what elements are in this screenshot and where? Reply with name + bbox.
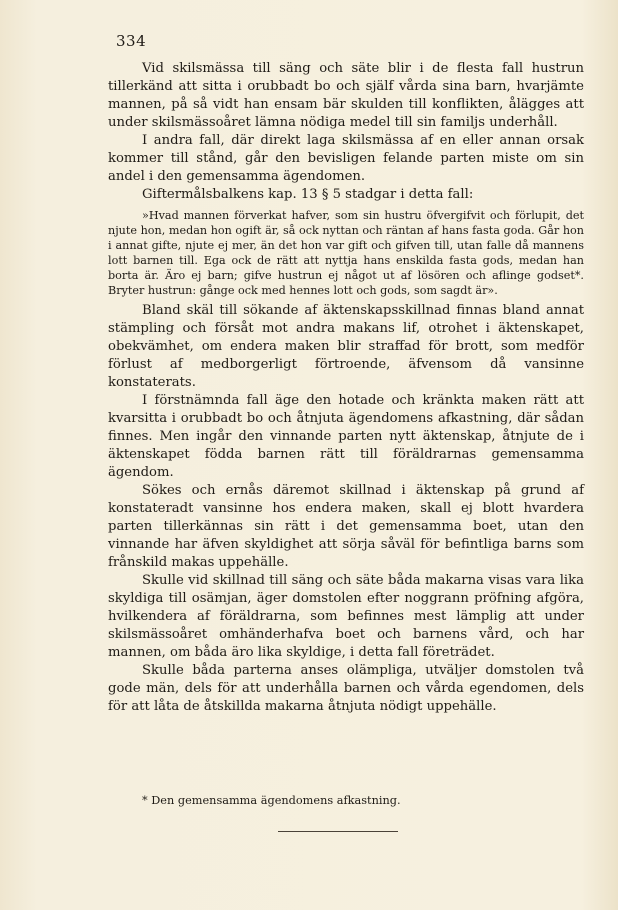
paragraph: Bland skäl till sökande af äktenskapsskillnad finnas bland annat stämpling och försåt mot andra makans lif, otrohet i äktenskapet, obekvämhet, om endera maken blir straffad för brott, som medför förlust af medborgerligt förtroende, äfvensom då vansinne konstaterats.: [108, 302, 584, 390]
paragraph: Skulle båda parterna anses olämpliga, utväljer domstolen två gode män, dels för att underhålla barnen och vårda egendomen, dels för att låta de åtskillda makarna åtnjuta nödigt uppehälle.: [108, 662, 584, 714]
divider: [278, 831, 398, 832]
page-number: 334: [116, 32, 147, 50]
footnote: * Den gemensamma ägendomens afkastning.: [142, 794, 401, 807]
law-quote: »Hvad mannen förverkat hafver, som sin hustru öfvergifvit och förlupit, det njute hon, medan hon ogift är, så ock nyttan och räntan af hans fasta goda. Går hon i annat gifte, njute ej mer, än det hon var gift och gifven till, utan falle då mannens lott barnen till. Ega ock de rätt att nyttja hans enskilda fasta gods, medan han borta är. Äro ej barn; gifve hustrun ej något ut af lösören och aflinge godset*. Bryter hustrun: gånge ock med hennes lott och gods, som sagdt är».: [108, 209, 584, 298]
paragraph: Giftermålsbalkens kap. 13 § 5 stadgar i detta fall:: [142, 187, 474, 202]
body-text: [108, 60, 584, 716]
paragraph: Vid skilsmässa till säng och säte blir i de flesta fall hustrun tillerkänd att sitta i orubbadt bo och själf vårda sina barn, hvarjämte mannen, på så vidt han ensam bär skulden till konflikten, ålägges att under skilsmässoåret lämna nödiga medel till sin familjs underhåll.: [108, 61, 584, 130]
paragraph: I andra fall, där direkt laga skilsmässa af en eller annan orsak kommer till stånd, går den bevisligen felande parten miste om sin andel i den gemensamma ägendomen.: [108, 133, 584, 184]
paragraph: I förstnämnda fall äge den hotade och kränkta maken rätt att kvarsitta i orubbadt bo och åtnjuta ägendomens afkastning, där sådan finnes. Men ingår den vinnande parten nytt äktenskap, åtnjute de i äktenskapet födda barnen rätt till föräldrarnas gemensamma ägendom.: [108, 392, 584, 480]
paragraph: Sökes och ernås däremot skillnad i äktenskap på grund af konstateradt vansinne hos endera maken, skall ej blott hvardera parten tillerkännas sin rätt i det gemensamma boet, utan den vinnande har äfven skyldighet att sörja såväl för befintliga barns som frånskild makas uppehälle.: [108, 482, 584, 570]
paragraph: Skulle vid skillnad till säng och säte båda makarna visas vara lika skyldiga till osämjan, äger domstolen efter noggrann pröfning afgöra, hvilkendera af föräldrarna, som befinnes mest lämplig att under skilsmässoåret omhänderhafva boet och barnens vård, och har mannen, om båda äro lika skyldige, i detta fall företrädet.: [108, 572, 584, 660]
